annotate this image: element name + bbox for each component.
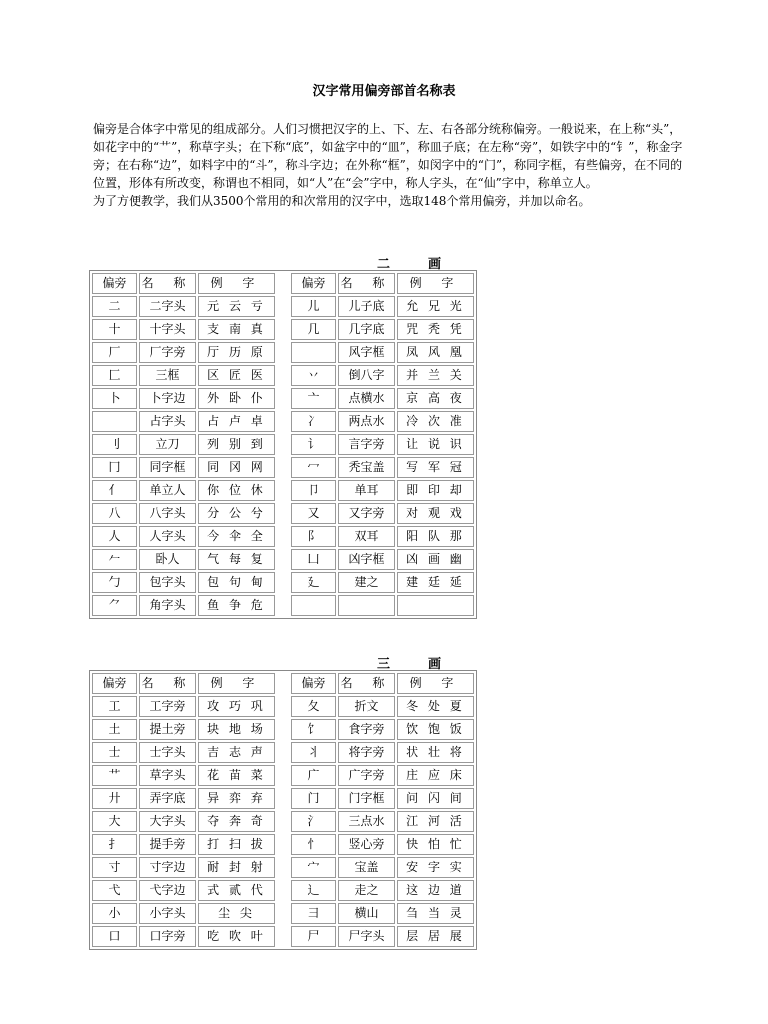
column-divider bbox=[277, 319, 289, 340]
radical-cell: 冖 bbox=[291, 457, 336, 478]
name-cell: 几字底 bbox=[338, 319, 395, 340]
example-cell: 京 高 夜 bbox=[397, 388, 474, 409]
radical-cell: 土 bbox=[92, 719, 137, 740]
radical-cell: 讠 bbox=[291, 434, 336, 455]
radical-cell: 阝 bbox=[291, 526, 336, 547]
intro-paragraph-2: 为了方便教学，我们从3500个常用的和次常用的汉字中，选取148个常用偏旁，并加以命名。 bbox=[93, 194, 591, 208]
name-cell: 卜字边 bbox=[139, 388, 196, 409]
table-row bbox=[91, 387, 475, 410]
example-cell: 块 地 场 bbox=[198, 719, 275, 740]
radical-cell bbox=[92, 411, 137, 432]
name-cell: 单立人 bbox=[139, 480, 196, 501]
table-row bbox=[91, 410, 475, 433]
table-row bbox=[91, 695, 475, 718]
column-divider bbox=[277, 926, 289, 947]
name-cell: 竖心旁 bbox=[338, 834, 395, 855]
heading-number: 三 bbox=[376, 657, 392, 672]
example-cell: 厅 历 原 bbox=[198, 342, 275, 363]
radical-cell: 口 bbox=[92, 926, 137, 947]
name-cell: 角字头 bbox=[139, 595, 196, 616]
radical-cell: 大 bbox=[92, 811, 137, 832]
radical-cell: 八 bbox=[92, 503, 137, 524]
example-cell: 尘 尖 bbox=[198, 903, 275, 924]
column-divider bbox=[277, 719, 289, 740]
name-cell: 提土旁 bbox=[139, 719, 196, 740]
example-cell: 耐 封 射 bbox=[198, 857, 275, 878]
example-cell: 刍 当 灵 bbox=[397, 903, 474, 924]
example-cell: 并 兰 关 bbox=[397, 365, 474, 386]
table-row bbox=[91, 594, 475, 617]
name-cell: 折文 bbox=[338, 696, 395, 717]
column-divider bbox=[277, 388, 289, 409]
column-divider bbox=[277, 595, 289, 616]
name-cell: 同字框 bbox=[139, 457, 196, 478]
example-cell: 鱼 争 危 bbox=[198, 595, 275, 616]
example-cell: 吉 志 声 bbox=[198, 742, 275, 763]
example-cell: 花 苗 菜 bbox=[198, 765, 275, 786]
radical-cell: 门 bbox=[291, 788, 336, 809]
name-cell: 点横水 bbox=[338, 388, 395, 409]
example-cell: 江 河 活 bbox=[397, 811, 474, 832]
name-cell: 走之 bbox=[338, 880, 395, 901]
table-row bbox=[91, 571, 475, 594]
example-cell: 夺 奔 奇 bbox=[198, 811, 275, 832]
example-cell: 允 兄 光 bbox=[397, 296, 474, 317]
column-header: 例 字 bbox=[397, 673, 474, 694]
radical-cell: 亻 bbox=[92, 480, 137, 501]
example-cell: 庄 应 床 bbox=[397, 765, 474, 786]
name-cell: 士字头 bbox=[139, 742, 196, 763]
table-row bbox=[91, 718, 475, 741]
table-row bbox=[91, 341, 475, 364]
radical-cell: 工 bbox=[92, 696, 137, 717]
column-divider bbox=[277, 903, 289, 924]
example-cell: 式 贰 代 bbox=[198, 880, 275, 901]
radical-cell: 几 bbox=[291, 319, 336, 340]
column-divider bbox=[277, 296, 289, 317]
radical-cell: 𠂉 bbox=[92, 549, 137, 570]
radical-cell: 寸 bbox=[92, 857, 137, 878]
name-cell: 寸字边 bbox=[139, 857, 196, 878]
column-header: 偏旁 bbox=[291, 273, 336, 294]
name-cell: 食字旁 bbox=[338, 719, 395, 740]
example-cell: 吃 吹 叶 bbox=[198, 926, 275, 947]
name-cell: 弄字底 bbox=[139, 788, 196, 809]
table-row bbox=[91, 295, 475, 318]
example-cell: 攻 巧 巩 bbox=[198, 696, 275, 717]
name-cell: 立刀 bbox=[139, 434, 196, 455]
table-row bbox=[91, 456, 475, 479]
example-cell: 冷 次 准 bbox=[397, 411, 474, 432]
radical-cell: 刂 bbox=[92, 434, 137, 455]
heading-stroke: 画 bbox=[428, 657, 444, 672]
radical-cell: 广 bbox=[291, 765, 336, 786]
example-cell: 支 南 真 bbox=[198, 319, 275, 340]
name-cell: 三框 bbox=[139, 365, 196, 386]
example-cell: 外 卧 仆 bbox=[198, 388, 275, 409]
example-cell: 凶 画 幽 bbox=[397, 549, 474, 570]
heading-stroke: 画 bbox=[428, 257, 444, 272]
example-cell: 写 军 冠 bbox=[397, 457, 474, 478]
name-cell: 儿子底 bbox=[338, 296, 395, 317]
radical-cell: 夂 bbox=[291, 696, 336, 717]
column-header: 例 字 bbox=[397, 273, 474, 294]
name-cell: 八字头 bbox=[139, 503, 196, 524]
radical-cell: 尸 bbox=[291, 926, 336, 947]
radical-cell: 冂 bbox=[92, 457, 137, 478]
radical-table-three-strokes bbox=[89, 670, 477, 950]
table-row bbox=[91, 525, 475, 548]
radical-cell: 卜 bbox=[92, 388, 137, 409]
radical-cell: 小 bbox=[92, 903, 137, 924]
heading-number: 二 bbox=[376, 257, 392, 272]
column-header: 偏旁 bbox=[92, 273, 137, 294]
table-row bbox=[91, 741, 475, 764]
column-divider bbox=[277, 696, 289, 717]
name-cell: 草字头 bbox=[139, 765, 196, 786]
column-divider bbox=[277, 526, 289, 547]
example-cell: 元 云 亏 bbox=[198, 296, 275, 317]
radical-cell: 丷 bbox=[291, 365, 336, 386]
name-cell: 弋字边 bbox=[139, 880, 196, 901]
name-cell: 卧人 bbox=[139, 549, 196, 570]
column-header: 名 称 bbox=[139, 273, 196, 294]
radical-cell bbox=[291, 342, 336, 363]
column-header: 偏旁 bbox=[291, 673, 336, 694]
name-cell: 建之 bbox=[338, 572, 395, 593]
example-cell: 这 边 道 bbox=[397, 880, 474, 901]
column-divider bbox=[277, 673, 289, 694]
radical-cell: 二 bbox=[92, 296, 137, 317]
example-cell: 安 字 实 bbox=[397, 857, 474, 878]
name-cell: 占字头 bbox=[139, 411, 196, 432]
table-row bbox=[91, 548, 475, 571]
name-cell: 言字旁 bbox=[338, 434, 395, 455]
column-divider bbox=[277, 857, 289, 878]
table-row bbox=[91, 925, 475, 948]
radical-cell: 辶 bbox=[291, 880, 336, 901]
table-row bbox=[91, 833, 475, 856]
column-divider bbox=[277, 880, 289, 901]
column-divider bbox=[277, 788, 289, 809]
example-cell: 异 弈 弃 bbox=[198, 788, 275, 809]
example-cell: 阳 队 那 bbox=[397, 526, 474, 547]
radical-cell: 匚 bbox=[92, 365, 137, 386]
page-title: 汉字常用偏旁部首名称表 bbox=[312, 84, 456, 99]
table-row bbox=[91, 856, 475, 879]
radical-cell: 弋 bbox=[92, 880, 137, 901]
example-cell: 状 壮 将 bbox=[397, 742, 474, 763]
column-header: 名 称 bbox=[338, 673, 395, 694]
name-cell: 单耳 bbox=[338, 480, 395, 501]
column-divider bbox=[277, 342, 289, 363]
example-cell: 同 冈 网 bbox=[198, 457, 275, 478]
radical-cell: 艹 bbox=[92, 765, 137, 786]
example-cell: 冬 处 夏 bbox=[397, 696, 474, 717]
example-cell: 即 印 却 bbox=[397, 480, 474, 501]
example-cell: 让 说 识 bbox=[397, 434, 474, 455]
table-row bbox=[91, 479, 475, 502]
table-row bbox=[91, 502, 475, 525]
column-divider bbox=[277, 765, 289, 786]
column-divider bbox=[277, 834, 289, 855]
name-cell: 门字框 bbox=[338, 788, 395, 809]
radical-cell: 儿 bbox=[291, 296, 336, 317]
radical-cell: 士 bbox=[92, 742, 137, 763]
example-cell: 凤 风 凰 bbox=[397, 342, 474, 363]
example-cell: 你 位 休 bbox=[198, 480, 275, 501]
radical-cell: 丬 bbox=[291, 742, 336, 763]
radical-cell: 十 bbox=[92, 319, 137, 340]
radical-cell: 凵 bbox=[291, 549, 336, 570]
name-cell: 又字旁 bbox=[338, 503, 395, 524]
example-cell: 问 闪 间 bbox=[397, 788, 474, 809]
example-cell: 包 句 甸 bbox=[198, 572, 275, 593]
table-row bbox=[91, 879, 475, 902]
radical-cell: 氵 bbox=[291, 811, 336, 832]
radical-cell bbox=[291, 595, 336, 616]
name-cell: 大字头 bbox=[139, 811, 196, 832]
name-cell: 风字框 bbox=[338, 342, 395, 363]
column-header: 例 字 bbox=[198, 273, 275, 294]
name-cell: 将字旁 bbox=[338, 742, 395, 763]
table-header-row bbox=[91, 672, 475, 695]
radical-cell: 宀 bbox=[291, 857, 336, 878]
table-row bbox=[91, 902, 475, 925]
column-divider bbox=[277, 457, 289, 478]
name-cell: 厂字旁 bbox=[139, 342, 196, 363]
column-divider bbox=[277, 365, 289, 386]
radical-cell: 饣 bbox=[291, 719, 336, 740]
table-row bbox=[91, 364, 475, 387]
example-cell: 饮 饱 饭 bbox=[397, 719, 474, 740]
column-header: 偏旁 bbox=[92, 673, 137, 694]
radical-cell: 勹 bbox=[92, 572, 137, 593]
table-row bbox=[91, 318, 475, 341]
name-cell bbox=[338, 595, 395, 616]
name-cell: 三点水 bbox=[338, 811, 395, 832]
radical-cell: 人 bbox=[92, 526, 137, 547]
radical-cell: 廾 bbox=[92, 788, 137, 809]
name-cell: 小字头 bbox=[139, 903, 196, 924]
radical-cell: 忄 bbox=[291, 834, 336, 855]
name-cell: 横山 bbox=[338, 903, 395, 924]
name-cell: 宝盖 bbox=[338, 857, 395, 878]
column-header: 名 称 bbox=[139, 673, 196, 694]
column-header: 名 称 bbox=[338, 273, 395, 294]
example-cell: 列 别 到 bbox=[198, 434, 275, 455]
column-divider bbox=[277, 572, 289, 593]
name-cell: 包字头 bbox=[139, 572, 196, 593]
example-cell: 气 每 复 bbox=[198, 549, 275, 570]
column-divider bbox=[277, 549, 289, 570]
column-divider bbox=[277, 742, 289, 763]
name-cell: 提手旁 bbox=[139, 834, 196, 855]
example-cell: 咒 秃 凭 bbox=[397, 319, 474, 340]
example-cell: 今 伞 全 bbox=[198, 526, 275, 547]
radical-cell: 厂 bbox=[92, 342, 137, 363]
example-cell: 占 卢 卓 bbox=[198, 411, 275, 432]
radical-cell: 扌 bbox=[92, 834, 137, 855]
radical-cell: 廴 bbox=[291, 572, 336, 593]
intro-text bbox=[93, 120, 693, 210]
column-divider bbox=[277, 503, 289, 524]
table-row bbox=[91, 787, 475, 810]
radical-table-two-strokes bbox=[89, 270, 477, 619]
name-cell: 凶字框 bbox=[338, 549, 395, 570]
intro-paragraph-1: 偏旁是合体字中常见的组成部分。人们习惯把汉字的上、下、左、右各部分统称偏旁。一般说来，在上称“头”，如花字中的“艹”，称草字头；在下称“底”，如盆字中的“皿”，称皿子底；在左称“旁”，如铁字中的“钅”，称金字旁；在右称“边”，如料字中的“斗”，称斗字边；在外称“框”，如闵字中的“门”，称同字框，有些偏旁，在不同的位置，形体有所改变，称谓也不相同，如“人”在“会”字中，称人字头，在“仙”字中，称单立人。 bbox=[93, 122, 683, 190]
radical-cell: ⺈ bbox=[92, 595, 137, 616]
name-cell: 倒八字 bbox=[338, 365, 395, 386]
example-cell: 层 居 展 bbox=[397, 926, 474, 947]
example-cell bbox=[397, 595, 474, 616]
table-header-row bbox=[91, 272, 475, 295]
example-cell: 建 廷 延 bbox=[397, 572, 474, 593]
example-cell: 打 扫 拔 bbox=[198, 834, 275, 855]
column-divider bbox=[277, 411, 289, 432]
name-cell: 口字旁 bbox=[139, 926, 196, 947]
table-row bbox=[91, 764, 475, 787]
name-cell: 双耳 bbox=[338, 526, 395, 547]
example-cell: 区 匠 医 bbox=[198, 365, 275, 386]
radical-cell: 冫 bbox=[291, 411, 336, 432]
radical-cell: 又 bbox=[291, 503, 336, 524]
name-cell: 两点水 bbox=[338, 411, 395, 432]
radical-cell: 亠 bbox=[291, 388, 336, 409]
name-cell: 工字旁 bbox=[139, 696, 196, 717]
radical-cell: 彐 bbox=[291, 903, 336, 924]
column-divider bbox=[277, 480, 289, 501]
column-divider bbox=[277, 434, 289, 455]
column-divider bbox=[277, 273, 289, 294]
column-header: 例 字 bbox=[198, 673, 275, 694]
name-cell: 广字旁 bbox=[338, 765, 395, 786]
name-cell: 尸字头 bbox=[338, 926, 395, 947]
name-cell: 秃宝盖 bbox=[338, 457, 395, 478]
name-cell: 二字头 bbox=[139, 296, 196, 317]
name-cell: 十字头 bbox=[139, 319, 196, 340]
example-cell: 分 公 兮 bbox=[198, 503, 275, 524]
radical-cell: 卩 bbox=[291, 480, 336, 501]
column-divider bbox=[277, 811, 289, 832]
table-row bbox=[91, 810, 475, 833]
example-cell: 对 观 戏 bbox=[397, 503, 474, 524]
example-cell: 快 怕 忙 bbox=[397, 834, 474, 855]
name-cell: 人字头 bbox=[139, 526, 196, 547]
table-row bbox=[91, 433, 475, 456]
